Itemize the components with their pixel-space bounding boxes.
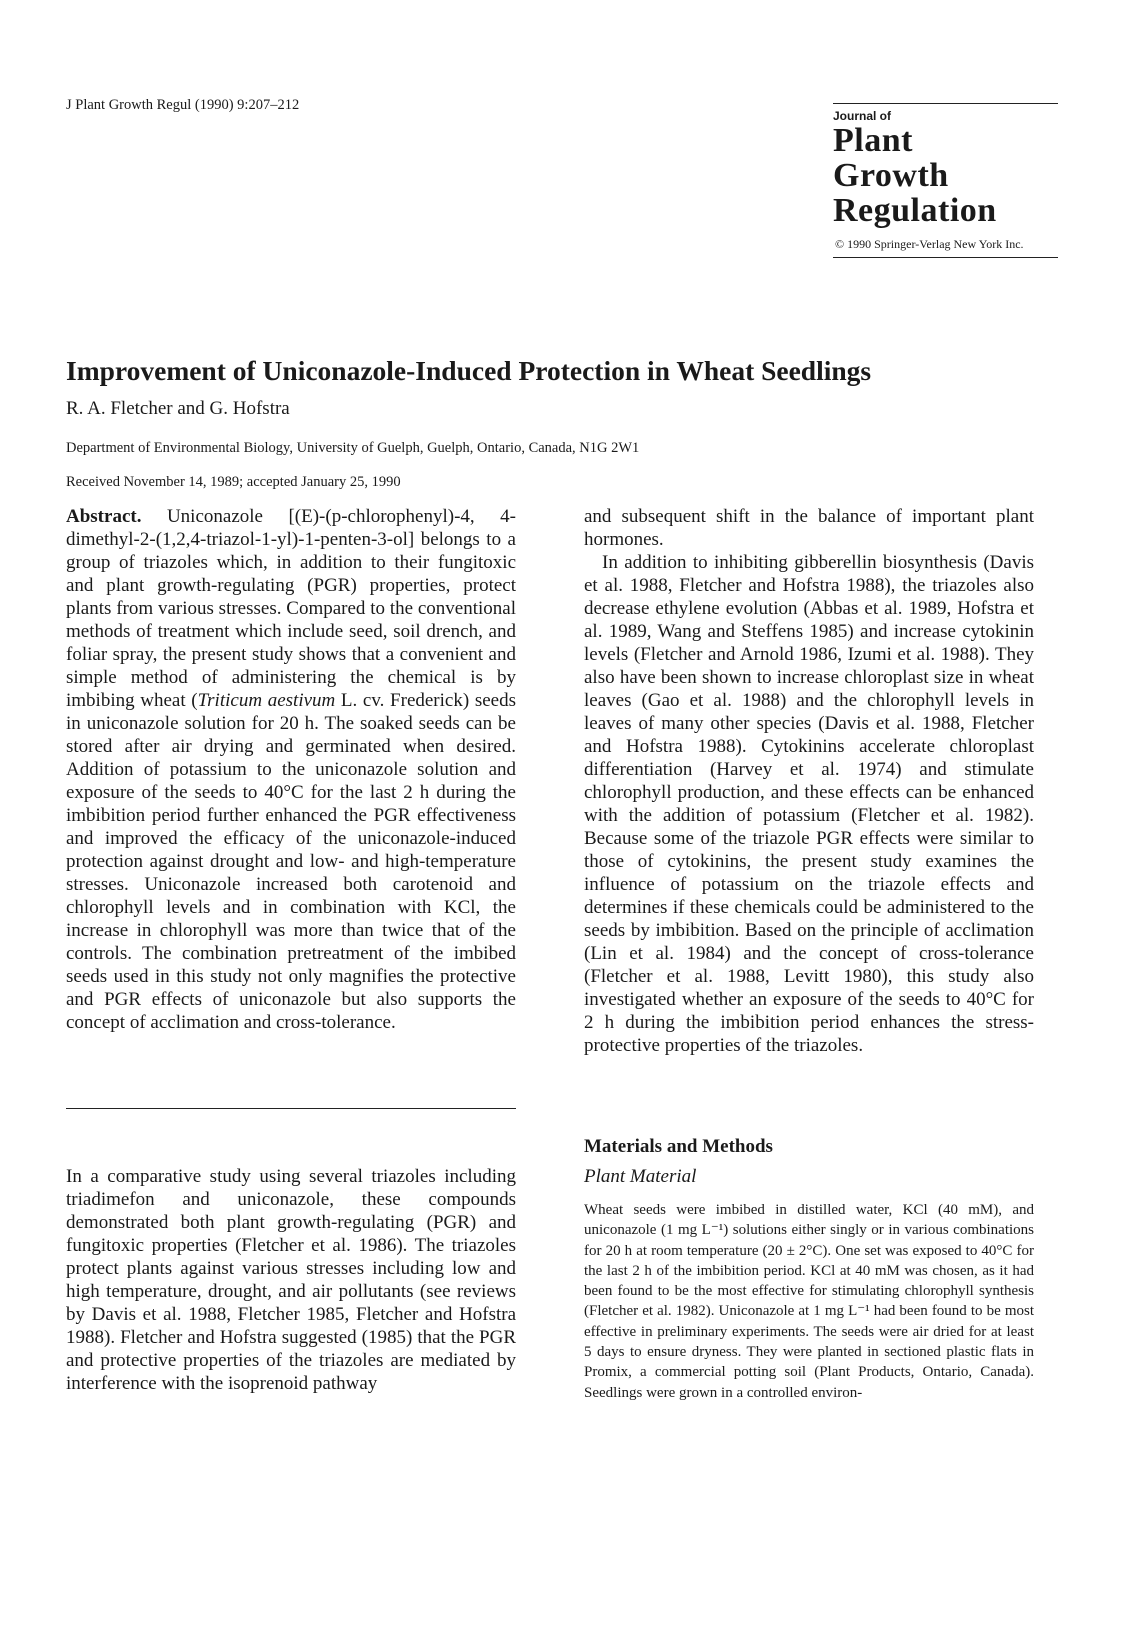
abstract-separator (66, 1108, 516, 1109)
article-authors: R. A. Fletcher and G. Hofstra (66, 398, 290, 419)
journal-citation: J Plant Growth Regul (1990) 9:207–212 (66, 97, 300, 113)
journal-of-label: Journal of (833, 109, 892, 123)
abstract-text-part-2: L. cv. Frederick) seeds in uniconazole solution for 20 h. The soaked seeds can be stored after air drying and germinated when desired. Addition of potassium to the uniconazole solution and exposure of the seeds to 40°C for the last 2 h during the imbibition period further enhanced the PGR effectiveness and improved the efficacy of the uniconazole-induced protection against drought and low- and high-temperature stresses. Uniconazole increased both carotenoid and chlorophyll levels and in combination with KCl, the increase in chlorophyll was more than twice that of the controls. The combination pretreatment of the imbibed seeds used in this study not only magnifies the protective and PGR effects of uniconazole but also supports the concept of acclimation and cross-tolerance. (66, 690, 516, 1033)
journal-name-line-1: Plant (833, 122, 913, 159)
species-name: Triticum aestivum (197, 690, 336, 711)
masthead-top-rule (833, 103, 1058, 104)
intro-paragraph-1: In a comparative study using several triazoles including triadimefon and uniconazole, these compounds demonstrated both plant growth-regulating (PGR) and fungitoxic properties (Fletcher et al. 1986). The triazoles protect plants against various stresses including low and high temperature, drought, and air pollutants (see reviews by Davis et al. 1988, Fletcher 1985, Fletcher and Hofstra 1988). Fletcher and Hofstra suggested (1985) that the PGR and protective properties of the triazoles are mediated by interference with the isoprenoid pathway (66, 1166, 516, 1394)
subsection-heading-plant-material: Plant Material (584, 1166, 697, 1187)
section-heading-methods: Materials and Methods (584, 1136, 773, 1157)
introduction-left-column (66, 1165, 516, 1395)
journal-name-line-3: Regulation (833, 192, 997, 229)
abstract-label: Abstract. (66, 506, 142, 527)
masthead-bottom-rule (833, 257, 1058, 258)
journal-name-line-2: Growth (833, 157, 949, 194)
article-title: Improvement of Uniconazole-Induced Protection in Wheat Seedlings (66, 355, 872, 386)
author-affiliation: Department of Environmental Biology, University of Guelph, Guelph, Ontario, Canada, N1G 2W1 (66, 440, 640, 456)
intro-paragraph-2: In addition to inhibiting gibberellin biosynthesis (Davis et al. 1988, Fletcher and Hofstra 1988), the triazoles also decrease ethylene evolution (Abbas et al. 1989, Hofstra et al. 1989, Wang and Steffens 1985) and increase cytokinin levels (Fletcher and Arnold 1986, Izumi et al. 1988). They also have been shown to increase chloroplast size in wheat leaves (Gao et al. 1988) and the chlorophyll levels in leaves of many other species (Davis et al. 1988, Fletcher and Hofstra 1988). Cytokinins accelerate chloroplast differentiation (Harvey et al. 1974) and stimulate chlorophyll production, and these effects can be enhanced with the addition of potassium (Fletcher et al. 1982). Because some of the triazole PGR effects were similar to those of cytokinins, the present study examines the influence of potassium on the triazole effects and determines if these chemicals could be administered to the seeds by imbibition. Based on the principle of acclimation (Lin et al. 1984) and the concept of cross-tolerance (Fletcher et al. 1988, Levitt 1980), this study also investigated whether an exposure of the seeds to 40°C for 2 h during the imbibition period enhances the stress-protective properties of the triazoles. (584, 552, 1034, 1056)
intro-paragraph-1-continued: and subsequent shift in the balance of important plant hormones. (584, 506, 1034, 550)
received-dates: Received November 14, 1989; accepted January 25, 1990 (66, 474, 401, 490)
copyright-notice: © 1990 Springer-Verlag New York Inc. (835, 237, 1024, 251)
journal-masthead (833, 103, 1058, 258)
introduction-right-column (584, 505, 1034, 1057)
abstract-paragraph (66, 505, 516, 1034)
abstract-text-part-1: Uniconazole [(E)-(p-chlorophenyl)-4, 4-dimethyl-2-(1,2,4-triazol-1-yl)-1-penten-3-ol] belongs to a group of triazoles which, in addition to their fungitoxic and plant growth-regulating (PGR) properties, protect plants from various stresses. Compared to the conventional methods of treatment which include seed, soil drench, and foliar spray, the present study shows that a convenient and simple method of administering the chemical is by imbibing wheat ( (66, 506, 516, 711)
abstract (66, 505, 516, 1034)
methods-paragraph: Wheat seeds were imbibed in distilled water, KCl (40 mM), and uniconazole (1 mg L⁻¹) solutions either singly or in various combinations for 20 h at room temperature (20 ± 2°C). One set was exposed to 40°C for the last 2 h of the imbibition period. KCl at 40 mM was chosen, as it had been found to be the most effective for stimulating chlorophyll synthesis (Fletcher et al. 1982). Uniconazole at 1 mg L⁻¹ had been found to be most effective in preliminary experiments. The seeds were air dried for at least 5 days to ensure dryness. They were planted in sectioned plastic flats in Promix, a commercial potting soil (Plant Products, Ontario, Canada). Seedlings were grown in a controlled environ- (584, 1202, 1034, 1401)
